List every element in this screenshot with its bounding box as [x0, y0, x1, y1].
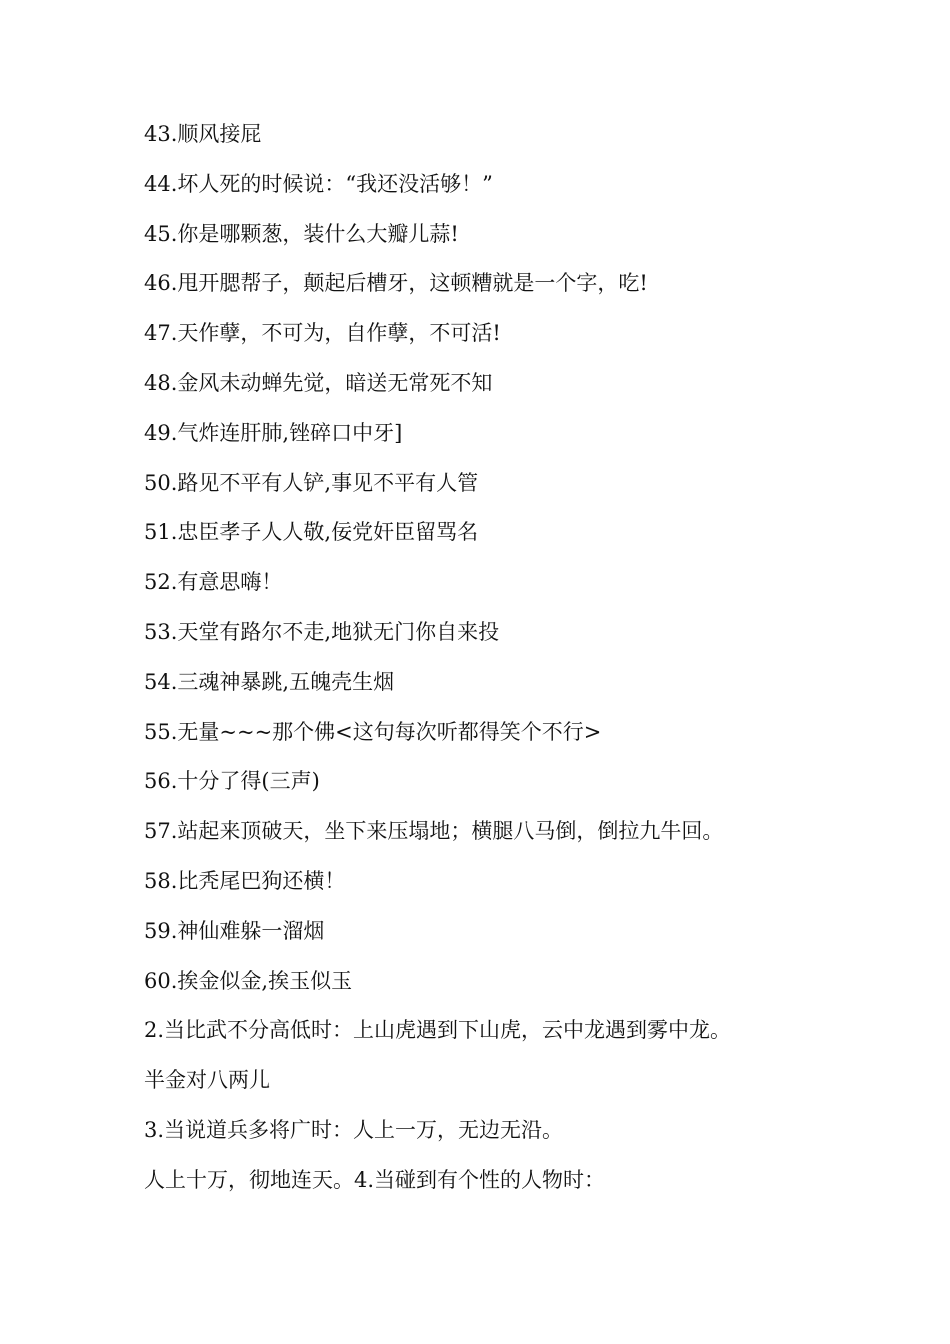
text-line-48: 48.金风未动蝉先觉，暗送无常死不知: [144, 370, 493, 395]
text-line-54: 54.三魂神暴跳,五魄壳生烟: [144, 669, 395, 694]
text-line-59: 59.神仙难躲一溜烟: [144, 918, 325, 943]
text-line-44: 44.坏人死的时候说：“我还没活够！”: [144, 171, 493, 196]
text-line-3: 3.当说道兵多将广时：人上一万，无边无沿。: [144, 1117, 564, 1142]
text-line-49: 49.气炸连肝肺,锉碎口中牙]: [144, 420, 403, 445]
text-line-57: 57.站起来顶破天，坐下来压塌地；横腿八马倒，倒拉九牛回。: [144, 819, 724, 844]
text-line-56: 56.十分了得(三声): [144, 769, 320, 794]
text-line-55: 55.无量~~~那个佛<这句每次听都得笑个不行>: [144, 719, 602, 744]
text-line-46: 46.甩开腮帮子，颠起后槽牙，这顿糟就是一个字，吃!: [144, 271, 648, 296]
text-line-60: 60.挨金似金,挨玉似玉: [144, 968, 353, 993]
text-line-58: 58.比秃尾巴狗还横！: [144, 868, 346, 893]
text-line-45: 45.你是哪颗葱，装什么大瓣儿蒜!: [144, 221, 459, 246]
text-line-47: 47.天作孽，不可为，自作孽，不可活!: [144, 321, 501, 346]
text-line-43: 43.顺风接屁: [144, 122, 262, 146]
text-line-2: 2.当比武不分高低时：上山虎遇到下山虎，云中龙遇到雾中龙。: [144, 1018, 732, 1043]
document-text-body: [144, 118, 904, 1214]
text-line-52: 52.有意思嗨！: [144, 570, 283, 595]
text-line-53: 53.天堂有路尔不走,地狱无门你自来投: [144, 619, 500, 644]
text-line-51: 51.忠臣孝子人人敬,佞党奸臣留骂名: [144, 520, 479, 545]
text-line-50: 50.路见不平有人铲,事见不平有人管: [144, 470, 479, 495]
text-line-2-continued: 半金对八两儿: [144, 1068, 270, 1093]
text-line-3-continued: 人上十万，彻地连天。4.当碰到有个性的人物时：: [144, 1167, 606, 1192]
